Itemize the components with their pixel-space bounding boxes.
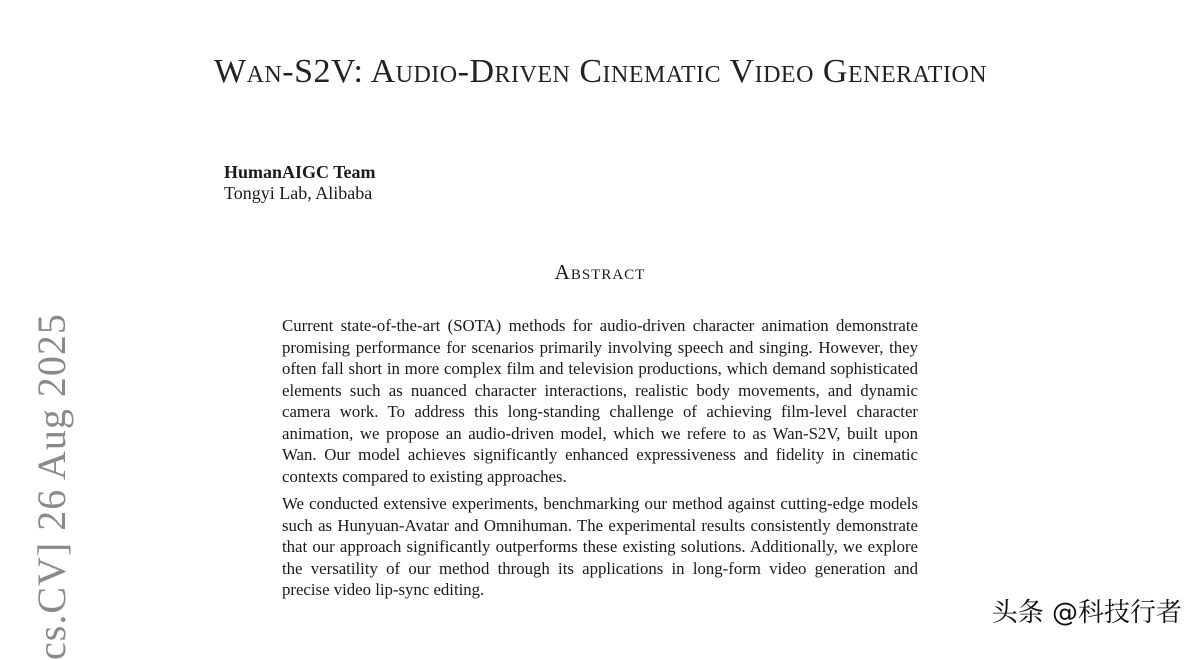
abstract-heading: Abstract bbox=[554, 260, 646, 284]
author-name: HumanAIGC Team bbox=[224, 162, 376, 182]
abstract-paragraph-1: Current state-of-the-art (SOTA) methods for audio-driven character animation demonstrate promising performance for scenarios primarily involving speech and singing. However, they often fall short in more complex film and television productions, which demand sophisticated elements such as nuanced character interactions, realistic body movements, and dynamic camera work. To address this long-standing challenge of achieving film-level character animation, we propose an audio-driven model, which we refere to as Wan-S2V, built upon Wan. Our model achieves significantly enhanced expressiveness and fidelity in cinematic contexts compared to existing approaches. bbox=[282, 316, 918, 486]
author-block bbox=[224, 162, 376, 204]
source-watermark: 头条 @科技行者 bbox=[991, 598, 1182, 628]
author-affiliation: Tongyi Lab, Alibaba bbox=[224, 183, 373, 203]
paper-title: Wan-S2V: Audio-Driven Cinematic Video Generation bbox=[214, 53, 988, 90]
arxiv-side-stamp: cs.CV] 26 Aug 2025 bbox=[29, 313, 74, 660]
abstract-paragraph-2: We conducted extensive experiments, benchmarking our method against cutting-edge models such as Hunyuan-Avatar and Omnihuman. The experimental results consistently demonstrate that our approach significantly outperforms these existing solutions. Additionally, we explore the versatility of our method through its applications in long-form video generation and precise video lip-sync editing. bbox=[282, 494, 918, 599]
abstract-body bbox=[282, 315, 918, 607]
